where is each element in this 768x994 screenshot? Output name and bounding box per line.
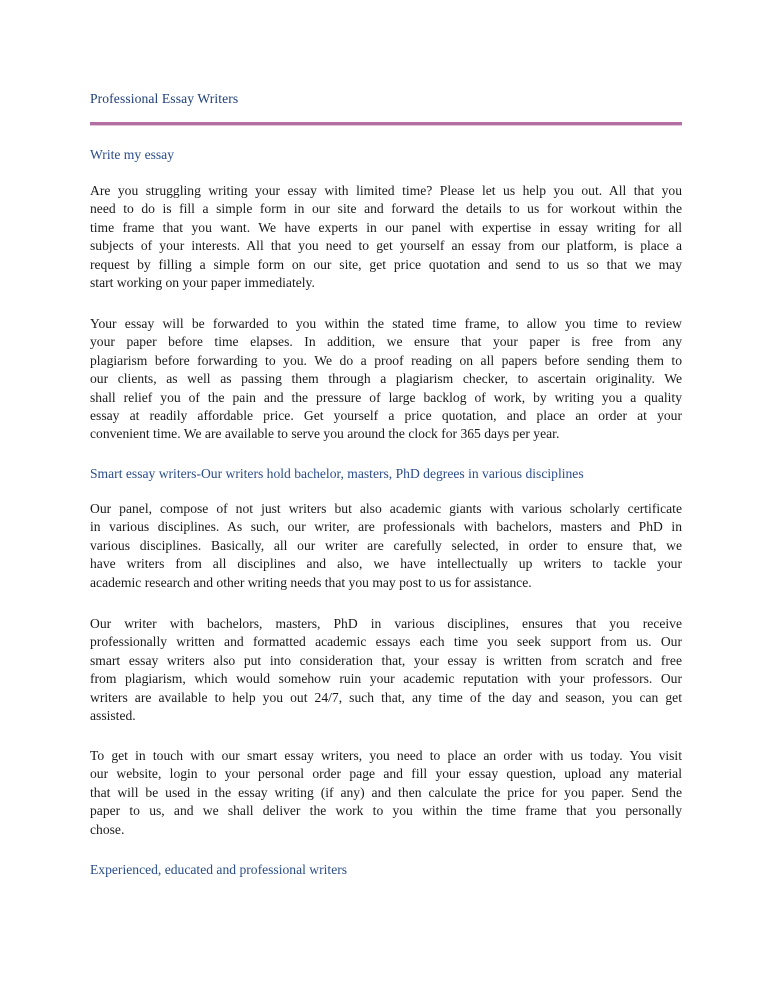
text-line: time frame that you want. We have experts in our panel with expertise in essay writing for all (90, 219, 682, 235)
text-line: need to do is fill a simple form in our site and forward the details to us for workout within the (90, 201, 682, 217)
text-line: To get in touch with our smart essay writers, you need to place an order with us today. You visit (90, 748, 682, 763)
paragraph-1 (90, 182, 682, 292)
text-line: assisted. (90, 708, 136, 724)
text-line: in various disciplines. As such, our writer, are professionals with bachelors, masters and PhD in (90, 519, 682, 535)
paragraph-2 (90, 315, 682, 444)
text-line: Your essay will be forwarded to you within the stated time frame, to allow you time to review (90, 316, 682, 331)
text-line: writers are available to help you out 24/7, such that, any time of the day and season, you can get (90, 689, 682, 705)
text-line: essay at readily affordable price. Get yourself a price quotation, and place an order at your (90, 408, 682, 424)
text-line: from plagiarism, which would somehow ruin your academic reputation with your professors. Our (90, 671, 682, 687)
text-line: academic research and other writing needs that you may post to us for assistance. (90, 574, 532, 590)
text-line: paper to us, and we shall deliver the work to you within the time frame that you personally (90, 803, 682, 819)
heading-experienced-writers: Experienced, educated and professional writers (90, 862, 348, 877)
text-line: subjects of your interests. All that you need to get yourself an essay from our platform, is place a (90, 238, 682, 254)
text-line: convenient time. We are available to serve you around the clock for 365 days per year. (90, 426, 560, 442)
text-line: Our writer with bachelors, masters, PhD in various disciplines, ensures that you receive (90, 616, 682, 631)
text-line: shall relief you of the pain and the pressure of large backlog of work, by writing you a quality (90, 389, 682, 405)
text-line: smart essay writers also put into consideration that, your essay is written from scratch and free (90, 652, 682, 668)
title-divider (90, 122, 682, 126)
text-line: your paper before time elapses. In addition, we ensure that your paper is free from any (90, 334, 682, 350)
text-line: Our panel, compose of not just writers but also academic giants with various scholarly certificate (90, 501, 682, 516)
heading-write-my-essay: Write my essay (90, 147, 175, 162)
paragraph-3 (90, 500, 682, 592)
paragraph-4 (90, 615, 682, 725)
text-line: chose. (90, 821, 125, 837)
text-line: Are you struggling writing your essay with limited time? Please let us help you out. All that you (90, 183, 682, 198)
text-line: plagiarism before forwarding to you. We do a proof reading on all papers before sending them to (90, 352, 682, 368)
text-line: our clients, as well as passing them through a plagiarism checker, to ascertain originality. We (90, 371, 682, 387)
text-line: our website, login to your personal order page and fill your essay question, upload any material (90, 766, 682, 782)
paragraph-5 (90, 747, 682, 839)
text-line: start working on your paper immediately. (90, 275, 315, 291)
text-line: professionally written and formatted academic essays each time you seek support from us. Our (90, 634, 682, 650)
document-title: Professional Essay Writers (90, 91, 239, 106)
text-line: have writers from all disciplines and also, we have intellectually up writers to tackle your (90, 556, 682, 572)
text-line: that will be used in the essay writing (if any) and then calculate the price for you paper. Send the (90, 784, 682, 800)
text-line: various disciplines. Basically, all our writer are carefully selected, in order to ensure that, we (90, 537, 682, 553)
text-line: request by filling a simple form on our site, get price quotation and send to us so that we may (90, 256, 682, 272)
heading-smart-essay-writers: Smart essay writers-Our writers hold bachelor, masters, PhD degrees in various disciplines (90, 466, 584, 481)
